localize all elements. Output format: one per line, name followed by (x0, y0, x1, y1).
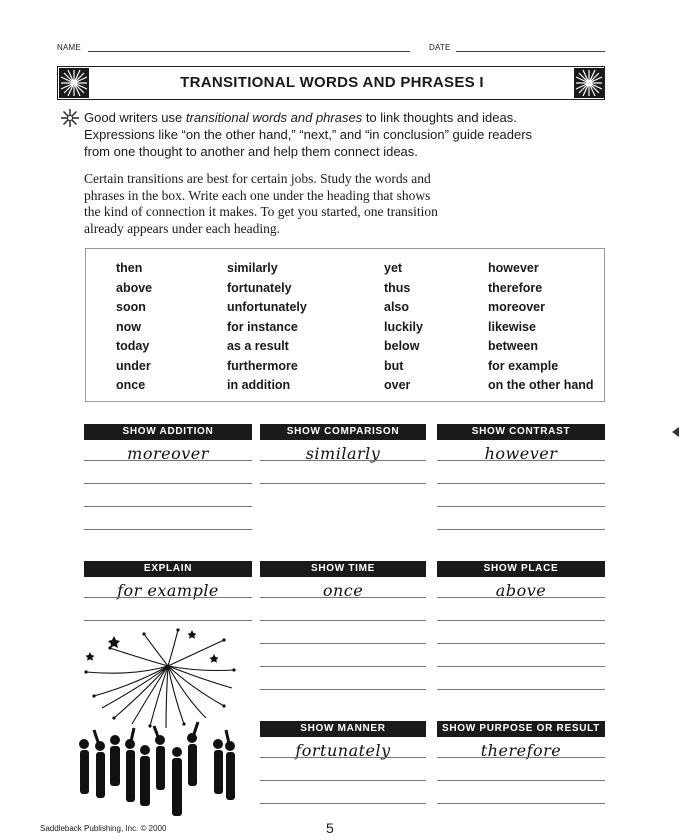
answer-line[interactable] (260, 643, 426, 644)
example-show-addition: moreover (127, 444, 209, 463)
example-show-manner: fortunately (295, 741, 391, 760)
starburst-right-icon (574, 68, 604, 98)
name-label: NAME (57, 43, 81, 52)
answer-line[interactable] (84, 483, 252, 484)
answer-line[interactable] (84, 597, 252, 598)
heading-show-contrast: SHOW CONTRAST (437, 424, 605, 440)
answer-line[interactable] (437, 666, 605, 667)
answer-line[interactable] (260, 620, 426, 621)
heading-show-comparison: SHOW COMPARISON (260, 424, 426, 440)
example-show-comparison: similarly (305, 444, 381, 463)
answer-line[interactable] (84, 506, 252, 507)
instructions-paragraph: Certain transitions are best for certain jobs. Study the words and phrases in the box. Write each one under the heading that shows the kind of connection it makes. To get you started, one transition already appears under each heading. (84, 171, 438, 236)
answer-line[interactable] (437, 757, 605, 758)
answer-line[interactable] (260, 689, 426, 690)
heading-show-purpose-or-result: SHOW PURPOSE OR RESULT (437, 721, 605, 737)
word-column-2: similarly fortunately unfortunately for instance as a result furthermore in addition (227, 261, 307, 392)
date-field-line[interactable] (456, 51, 605, 52)
answer-line[interactable] (437, 689, 605, 690)
answer-line[interactable] (437, 506, 605, 507)
answer-line[interactable] (260, 460, 426, 461)
answer-line[interactable] (84, 529, 252, 530)
answer-line[interactable] (260, 597, 426, 598)
answer-line[interactable] (437, 483, 605, 484)
heading-show-manner: SHOW MANNER (260, 721, 426, 737)
heading-explain: EXPLAIN (84, 561, 252, 577)
answer-line[interactable] (260, 483, 426, 484)
example-show-purpose-or-result: therefore (480, 741, 562, 760)
answer-line[interactable] (260, 803, 426, 804)
answer-line[interactable] (84, 620, 252, 621)
example-show-time: once (322, 581, 364, 600)
heading-show-addition: SHOW ADDITION (84, 424, 252, 440)
heading-show-time: SHOW TIME (260, 561, 426, 577)
page-title: TRANSITIONAL WORDS AND PHRASES I (180, 74, 484, 91)
starburst-left-icon (59, 68, 89, 98)
answer-line[interactable] (437, 620, 605, 621)
word-column-1: then above soon now today under once (116, 261, 153, 392)
word-column-4: however therefore moreover likewise between for example on the other hand (488, 261, 594, 392)
intro-paragraph: Good writers use transitional words and phrases to link thoughts and ideas. Expressions like “on the other hand,” “next,” and “in conclusion” guide readers from one thought to another and help them connect ideas. (84, 110, 533, 159)
answer-line[interactable] (260, 757, 426, 758)
answer-line[interactable] (260, 780, 426, 781)
example-explain: for example (117, 581, 219, 600)
answer-line[interactable] (437, 529, 605, 530)
margin-arrow-icon (672, 427, 679, 437)
answer-line[interactable] (437, 803, 605, 804)
starburst-bullet-icon (60, 108, 80, 128)
page-number: 5 (326, 820, 334, 836)
answer-line[interactable] (84, 460, 252, 461)
answer-line[interactable] (437, 643, 605, 644)
example-show-place: above (495, 581, 547, 600)
answer-line[interactable] (437, 780, 605, 781)
example-show-contrast: however (484, 444, 558, 463)
answer-line[interactable] (437, 460, 605, 461)
answer-line[interactable] (260, 666, 426, 667)
publisher-footer: Saddleback Publishing, Inc. © 2000 (40, 824, 167, 833)
word-column-3: yet thus also luckily below but over (384, 261, 423, 392)
answer-line[interactable] (437, 597, 605, 598)
heading-show-place: SHOW PLACE (437, 561, 605, 577)
date-label: DATE (429, 43, 451, 52)
fireworks-crowd-illustration (74, 626, 242, 818)
name-field-line[interactable] (88, 51, 410, 52)
